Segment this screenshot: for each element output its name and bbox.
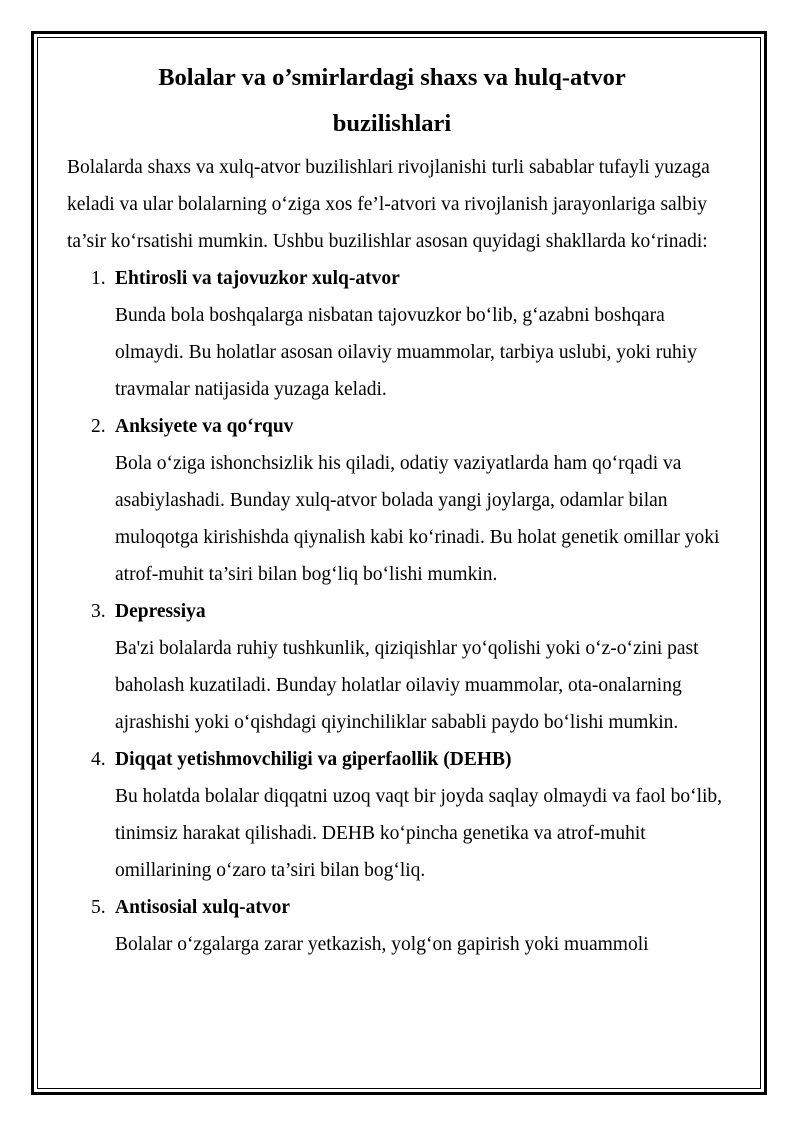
list-item-body: Bunda bola boshqalarga nisbatan tajovuzkor bo‘lib, g‘azabni boshqara olmaydi. Bu holatlar asosan oilaviy muammolar, tarbiya uslubi, yoki ruhiy travmalar natijasida yuzaga keladi. (115, 305, 697, 400)
list-item (67, 260, 727, 408)
document-body (67, 55, 727, 963)
list-item-body: Bola o‘ziga ishonchsizlik his qiladi, odatiy vaziyatlarda ham qo‘rqadi va asabiylashadi. Bunday xulq-atvor bolada yangi joylarga, odamlar bilan muloqotga kirishishda qiynalish kabi ko‘rinadi. Bu holat genetik omillar yoki atrof-muhit ta’siri bilan bog‘liq bo‘lishi mumkin. (115, 453, 720, 585)
list-item-number: 4. (91, 749, 106, 770)
list-item-body: Ba'zi bolalarda ruhiy tushkunlik, qiziqishlar yo‘qolishi yoki o‘z-o‘zini past baholash kuzatiladi. Bunday holatlar oilaviy muammolar, ota-onalarning ajrashishi yoki o‘qishdagi qiyinchiliklar sababli paydo bo‘lishi mumkin. (115, 638, 699, 733)
list-item (67, 593, 727, 741)
list-item-body: Bolalar o‘zgalarga zarar yetkazish, yolg‘on gapirish yoki muammoli (115, 934, 649, 955)
list-item-heading: Antisosial xulq-atvor (115, 897, 290, 918)
intro-paragraph: Bolalarda shaxs va xulq-atvor buzilishlari rivojlanishi turli sabablar tufayli yuzaga keladi va ular bolalarning o‘ziga xos fe’l-atvori va rivojlanish jarayonlariga salbiy ta’sir ko‘rsatishi mumkin. Ushbu buzilishlar asosan quyidagi shakllarda ko‘rinadi: (67, 157, 710, 252)
list-item-heading: Diqqat yetishmovchiligi va giperfaollik (DEHB) (115, 749, 512, 770)
list-item-number: 5. (91, 897, 106, 918)
list-item (67, 889, 727, 963)
list-item-number: 2. (91, 416, 106, 437)
list-item (67, 741, 727, 889)
list-item-number: 1. (91, 268, 106, 289)
list-item-heading: Anksiyete va qo‘rquv (115, 416, 294, 437)
disorder-list (67, 260, 727, 963)
list-item-heading: Ehtirosli va tajovuzkor xulq-atvor (115, 268, 400, 289)
list-item-body: Bu holatda bolalar diqqatni uzoq vaqt bir joyda saqlay olmaydi va faol bo‘lib, tinimsiz harakat qilishadi. DEHB ko‘pincha genetika va atrof-muhit omillarining o‘zaro ta’siri bilan bog‘liq. (115, 786, 723, 881)
document-title: Bolalar va o’smirlardagi shaxs va hulq-atvor buzilishlari (158, 64, 626, 137)
list-item-heading: Depressiya (115, 601, 206, 622)
list-item (67, 408, 727, 593)
list-item-number: 3. (91, 601, 106, 622)
